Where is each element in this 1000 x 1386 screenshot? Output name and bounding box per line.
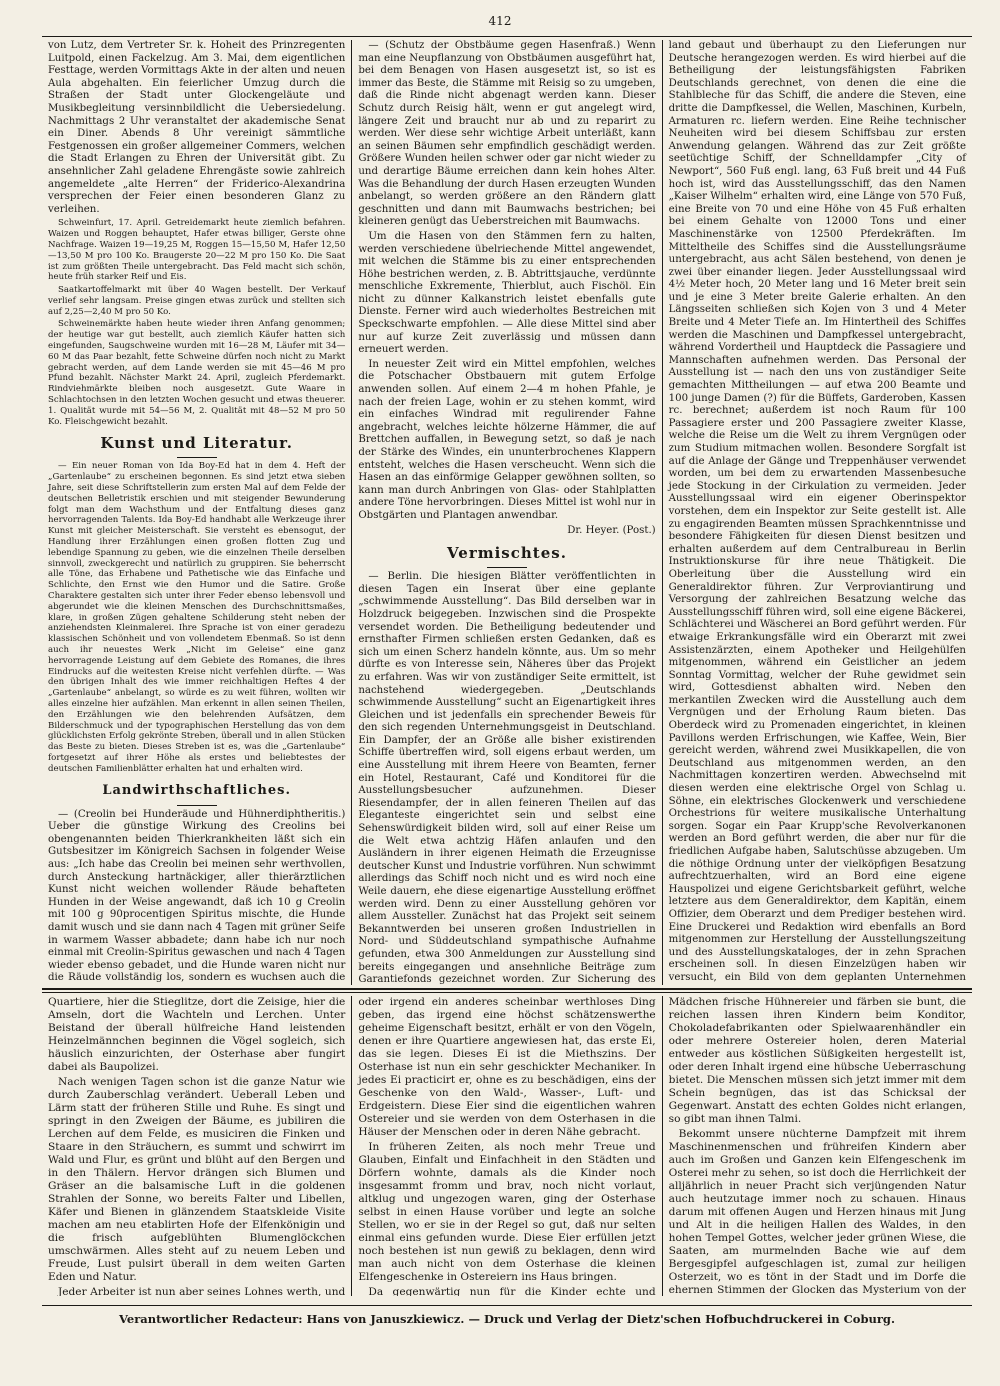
footer-divider bbox=[42, 1305, 972, 1306]
article-text: Um die Hasen von den Stämmen fern zu halten, werden verschiedene übelriechende Mittel angewendet, mit welchen die Stämme bis zu einer entsprechenden Höhe bestrichen werden, z. B. Abtrittsjauche, verdünnte menschliche Exkremente, Thierblut, auch Fischöl. Ein nicht zu dünner Kalkanstrich leistet ebenfalls gute Dienste. Ferner wird auch wiederholtes Bestreichen mit Speckschwarte empfohlen. — Alle diese Mittel sind aber nur auf kurze Zeit zuverlässig und müssen dann erneuert werden. bbox=[358, 230, 656, 356]
article-text: — Berlin. Die hiesigen Blätter veröffentlichten in diesen Tagen ein Inserat über eine geplante „schwimmende Ausstellung“. Das Bild derselben war in Holzdruck beigegeben. Inzwischen sind die Prospekte versendet worden. Die Betheiligung bedeutender und ernsthafter Firmen schließen ersten Gedanken, daß es sich um einen Scherz handeln könnte, aus. Um so mehr dürfte es von Interesse sein, Näheres über das Projekt zu erfahren. Was wir von zuständiger Seite ermittelt, ist nachstehend wiedergegeben. „Deutschlands schwimmende Ausstellung“ sucht an Eigenartigkeit ihres Gleichen und ist jedenfalls ein sprechender Beweis für den sich regenden Unternehmungsgeist in Deutschland. Ein Dampfer, der an Größe alle bisher existirenden Schiffe übertreffen wird, soll eigens erbaut werden, um eine Ausstellung mit ihrem Heere von Beamten, ferner ein Hotel, Restaurant, Café und Konditorei für die Ausstellungsbesucher aufzunehmen. Dieser Riesendampfer, der in allen feineren Theilen auf das Eleganteste eingerichtet sein und selbst eine Sehenswürdigkeit bilden wird, soll auf einer Reise um die Welt etwa achtzig Häfen anlaufen und den Ausländern in ihrer eigenen Heimath die Erzeugnisse deutscher Kunst und Industrie vorführen. Nun schwimmt allerdings das Schiff noch nicht und es wird noch eine Weile dauern, ehe diese eigenartige Ausstellung eröffnet werden wird. Denn zu einer Ausstellung gehören vor allem Aussteller. Zunächst hat das Projekt seit seinem Bekanntwerden bei unseren großen Industriellen in Nord- und Süddeutschland sympathische Aufnahme gefunden, etwa 300 Anmeldungen zur Ausstellung sind bereits eingegangen und ansehnliche Beiträge zum Garantiefonds gezeichnet worden. Zur Sicherung des bbox=[358, 571, 656, 985]
article-text: In neuester Zeit wird ein Mittel empfohlen, welches die Potschacher Obstbauern mit gutem Erfolge anwenden sollen. Auf einem 2—4 m hohen Pfahle, je nach der freien Lage, wohin er zu stehen kommt, wird ein einfaches Windrad mit regulirender Fahne angebracht, welches leichte hölzerne Hämmer, die auf Brettchen auffallen, in Bewegung setzt, so daß je nach der Stärke des Windes, ein ununterbrochenes Klappern entsteht, welches die Hasen verscheucht. Wenn sich die Hasen an das einförmige Gelapper gewöhnen sollten, so kann man durch Anbringen von Glas- oder Stahlplatten andere Töne hervorbringen. Dieses Mittel ist wohl nur in Obstgärten und Plantagen anwendbar. bbox=[358, 358, 656, 521]
divider bbox=[177, 805, 217, 806]
article-text: — Ein neuer Roman von Ida Boy-Ed hat in dem 4. Heft der „Gartenlaube“ zu erscheinen begonnen. Es sind jetzt etwa sieben Jahre, seit diese Schriftstellerin zum ersten Mal auf dem Felde der deutschen Belletristik erschien und mit steigender Bewunderung folgt man dem Wachsthum und der Entfaltung dieses ganz hervorragenden Talents. Ida Boy-Ed handhabt alle Werkzeuge ihrer Kunst mit gleicher Meisterschaft. Sie versteht es ebensogut, der Handlung ihrer Erzählungen einen großen flotten Zug und lebendige Spannung zu geben, wie die einzelnen Theile derselben sinnvoll, zweckgerecht und natürlich zu gruppiren. Sie beherrscht alle Töne, das Erhabene und Pathetische wie das Einfache und Schlichte, den Ernst wie den Humor und die Satire. Große Charaktere gestalten sich unter ihrer Feder ebenso lebensvoll und abgerundet wie die kleinen Menschen des Durchschnittsmaßes, klare, in großen Zügen gehaltene Schilderung steht neben der anziehendsten Kleinmalerei. Ihre Sprache ist von einer geradezu klassischen Schönheit und von vollendetem Ebenmaß. So ist denn auch ihr neuestes Werk „Nicht im Geleise“ eine ganz hervorragende Leistung auf dem Gebiete des Romanes, die ihres Eindrucks auf die weitesten Kreise nicht verfehlen dürfte. — Was den übrigen Inhalt des wie immer reichhaltigen Heftes 4 der „Gartenlaube“ anbelangt, so würde es zu weit führen, wollten wir alles einzelne hier aufzählen. Man erkennt in allen seinen Theilen, den Erzählungen wie den belehrenden Aufsätzen, dem Bilderschmuck und der typographischen Herstellung das von dem glücklichsten Erfolg gekrönte Streben, überall und in allen Stücken das Beste zu bieten. Dieses Streben ist es, was die „Gartenlaube“ fortgesetzt auf ihrer Höhe als erstes und beliebtestes der deutschen Familienblätter erhalten hat und erhalten wird. bbox=[48, 461, 346, 774]
page-number: 412 bbox=[488, 14, 512, 28]
market-report: Saatkartoffelmarkt mit über 40 Wagen bestellt. Der Verkauf verlief sehr langsam. Preise gingen etwas zurück und stellten sich auf 2,25—2,40 M pro 50 Ko. bbox=[48, 285, 346, 317]
divider bbox=[177, 457, 217, 458]
source-signature: Dr. Heyer. (Post.) bbox=[567, 524, 656, 536]
story-text: Jeder Arbeiter ist nun aber seines Lohnes werth, und bbox=[58, 1286, 346, 1296]
section-heading-art: Kunst und Literatur. bbox=[100, 434, 293, 453]
section-divider bbox=[42, 988, 972, 990]
story-text: Da gegenwärtig nun für die Kinder echte und bbox=[368, 1286, 656, 1296]
imprint-line: Verantwortlicher Redacteur: Hans von Januszkiewicz. — Druck und Verlag der Dietz'schen Hofbuchdruckerei in Coburg. bbox=[119, 1312, 895, 1326]
article-text: — (Schutz der Obstbäume gegen Hasenfraß.) Wenn man eine Neupflanzung von Obstbäumen ausgeführt hat, bei dem Benagen von Hasen ausgesetzt ist, so ist es immer das Beste, die Stämme mit Reisig so zu umgeben, daß die Rinde nicht abgenagt werden kann. Dieser Schutz durch Reisig hält, wenn er gut angelegt wird, längere Zeit und braucht nur ab und zu reparirt zu werden. Wer diese sehr wichtige Arbeit unterläßt, kann an seinen Bäumen sehr empfindlich geschädigt werden. Größere Wunden heilen schwer oder gar nicht wieder zu und derartige Bäume erreichen dann kein hohes Alter. Was die Behandlung der durch Hasen erzeugten Wunden anbelangt, so werden größere an den Rändern glatt geschnitten und dann mit Baumwachs bestrichen; bei kleineren genügt das Ueberstreichen mit Baumwachs. bbox=[358, 40, 656, 228]
upper-column-2 bbox=[352, 40, 662, 985]
story-text: Quartiere, hier die Stieglitze, dort die Zeisige, hier die Amseln, dort die Wachteln und Lerchen. Unter Beistand der überall hülfreiche Hand leistenden Heinzelmännchen beginnen die Vögel sogleich, sich häuslich einzurichten, der Osterhase aber fungirt dabei als Baupolizei. bbox=[48, 996, 346, 1073]
story-text: Bekommt unsere nüchterne Dampfzeit mit ihrem Maschinenmenschen und frühreifen Kindern aber auch im Großen und Ganzen kein Elfengeschenk im Osterei mehr zu sehen, so ist doch die Herrlichkeit der alljährlich in neuer Pracht sich verjüngenden Natur auch heutzutage immer noch zu schauen. Hinaus darum mit offenen Augen und Herzen hinaus mit Jung und Alt in die heiligen Hallen des Waldes, in den hohen Tempel Gottes, welcher jeder grünen Wiese, die Saaten, am murmelnden Bache wie auf dem Bergesgipfel aufgeschlagen ist, zumal zur heiligen Osterzeit, wo es tönt in der Stadt und im Dorfe die ehernen Stimmen der Glocken das Mysterium von der bbox=[668, 1128, 966, 1296]
lower-column-1 bbox=[42, 996, 352, 1296]
upper-column-1 bbox=[42, 40, 352, 985]
section-heading-miscellaneous: Vermischtes. bbox=[447, 544, 567, 563]
lower-section bbox=[42, 996, 972, 1296]
story-text: In früheren Zeiten, als noch mehr Treue und Glauben, Einfalt und Einfachheit in den Städten und Dörfern wohnte, damals als die Kinder noch insgesammt fromm und brav, noch nicht vorlaut, altklug und ungezogen waren, ging der Osterhase selbst in einen Hause vorüber und legte an solche Stellen, wo er sie in der Regel so gut, daß nur selten einmal eins gefunden wurde. Diese Eier erfüllen jetzt noch bestehen ist nun gewiß zu beklagen, denn wird man auch nicht von dem Osterhase die kleinen Elfengeschenke in Ostereiern ins Haus bringen. bbox=[358, 1141, 656, 1283]
article-text: — (Creolin bei Hunderäude und Hühnerdiphtheritis.) Ueber die günstige Wirkung des Creolins bei obengenannten beiden Thierkrankheiten läßt sich ein Gutsbesitzer im Königreich Sachsen in folgender Weise aus: „Ich habe das Creolin bei meinen sehr werthvollen, durch Ansteckung hartnäckiger, aller thierärztlichen Kunst nicht weichen wollender Räude behafteten Hunden in der Weise angewandt, daß ich 10 g Creolin mit 100 g 90procentigen Spiritus mischte, die Hunde damit wusch und sie dann nach 4 Tagen mit grüner Seife in warmem Wasser abbadete; dann habe ich nur noch einmal mit Creolin-Spiritus gewaschen und nach 4 Tagen wieder ebenso gebadet, und die Hunde waren nicht nur die Räude vollständig los, sondern es wuchsen auch die bbox=[48, 808, 346, 984]
article-text: von Lutz, dem Vertreter Sr. k. Hoheit des Prinzregenten Luitpold, einen Fackelzug. Am 3. Mai, dem eigentlichen Festtage, werden Vormittags Akte in der alten und neuen Aula abgehalten. Ein feierlicher Umzug durch die Straßen der Stadt unter Glockengeläute und Musikbegleitung versinnbildlicht die Uebersiedelung. Nachmittags 2 Uhr veranstaltet der akademische Senat ein Diner. Abends 8 Uhr vereinigt sämmtliche Festgenossen ein großer allgemeiner Commers, welchen die Stadt Erlangen zu Ehren der Universität gibt. Zu ansehnlicher Zahl geladene Ehrengäste sowie zahlreich angemeldete „alte Herren“ der Friderico-Alexandrina versprechen der Feier einen besonderen Glanz zu verleihen. bbox=[48, 40, 346, 215]
market-report: Schweinemärkte haben heute wieder ihren Anfang genommen; der heutige war gut bestellt, auch ziemlich Käufer hatten sich eingefunden, Saugschweine wurden mit 16—28 M, Läufer mit 34—60 M das Paar bezahlt, fette Schweine dürfen noch nicht zu Markt gebracht werden, auf dem Lande werden sie mit 45—46 M pro Pfund bezahlt. Nächster Markt 24. April, zugleich Pferdemarkt. Rindviehmärkte bleiben noch ausgesetzt. Gute Waare in Schlachtochsen in den letzten Wochen gesucht und etwas theuerer. 1. Qualität wurde mit 54—56 M, 2. Qualität mit 48—52 M pro 50 Ko. Fleischgewicht bezahlt. bbox=[48, 319, 346, 427]
lower-column-2 bbox=[352, 996, 662, 1296]
story-text: Mädchen frische Hühnereier und färben sie bunt, die reichen lassen ihren Kindern beim Konditor, Chokoladefabrikanten oder Spielwaarenhändler ein oder mehrere Ostereier holen, deren Material entweder aus köstlichen Süßigkeiten hergestellt ist, oder deren Inhalt irgend eine hübsche Ueberraschung bietet. Die Menschen müssen sich jetzt immer mit dem Schein begnügen, das ist das Schicksal der Gegenwart. Anstatt des echten Goldes nicht erlangen, so gibt man ihnen Talmi. bbox=[668, 996, 966, 1125]
section-heading-agriculture: Landwirthschaftliches. bbox=[102, 782, 291, 798]
upper-column-3 bbox=[663, 40, 972, 985]
section-divider bbox=[42, 992, 972, 993]
top-rule bbox=[42, 36, 972, 37]
lower-column-3 bbox=[663, 996, 972, 1296]
market-report: Schweinfurt, 17. April. Getreidemarkt heute ziemlich befahren. Waizen und Roggen behauptet, Hafer etwas billiger, Gerste ohne Nachfrage. Waizen 19—19,25 M, Roggen 15—15,50 M, Hafer 12,50—13,50 M pro 100 Ko. Braugerste 20—22 M pro 150 Ko. Die Saat ist zum größten Theile untergebracht. Das Feld macht sich schön, heute früh starker Reif und Eis. bbox=[48, 218, 346, 283]
story-text: oder irgend ein anderes scheinbar werthloses Ding geben, das irgend eine höchst schätzenswerthe geheime Eigenschaft besitzt, erhält er von den Vögeln, denen er ihre Quartiere angewiesen hat, das erste Ei, das sie legen. Dieses Ei ist die Miethszins. Der Osterhase ist nun ein sehr geschickter Mechaniker. In jedes Ei practicirt er, ohne es zu beschädigen, eins der Geschenke von den Wald-, Wasser-, Luft- und Erdgeistern. Diese Eier sind die eigentlichen wahren Ostereier und sie werden von dem Osterhasen in die Häuser der Menschen oder in deren Nähe gebracht. bbox=[358, 996, 656, 1138]
article-text: land gebaut und überhaupt zu den Lieferungen nur Deutsche herangezogen werden. Es wird hierbei auf die Betheiligung der leistungsfähigsten Fabriken Deutschlands gerechnet, von denen die eine die Stahlbleche für das Schiff, die andere die Steven, eine dritte die Dampfkessel, die Wellen, Maschinen, Kurbeln, Armaturen rc. liefern werden. Eine Reihe technischer Neuheiten wird bei diesem Schiffsbau zur ersten Anwendung gelangen. Während das zur Zeit größte seetüchtige Schiff, der Schnelldampfer „City of Newport“, 560 Fuß engl. lang, 63 Fuß breit und 44 Fuß hoch ist, wird das Ausstellungsschiff, das den Namen „Kaiser Wilhelm“ erhalten wird, eine Länge von 570 Fuß, eine Breite von 70 und eine Höhe von 45 Fuß erhalten bei einem Gehalte von 12000 Tons und einer Maschinenstärke von 12500 Pferdekräften. Im Mitteltheile des Schiffes sind die Ausstellungsräume untergebracht, aus acht Sälen bestehend, von denen je zwei über einander liegen. Jeder Ausstellungssaal wird 4½ Meter hoch, 20 Meter lang und 16 Meter breit sein und je eine 3 Meter breite Galerie erhalten. An den Längsseiten schließen sich Kojen von 3 und 4 Meter Breite und 4 Meter Tiefe an. Im Hintertheil des Schiffes werden die Maschinen und Dampfkessel untergebracht, während Vordertheil und Hauptdeck die Passagiere und Mannschaften aufnehmen werden. Das Personal der Ausstellung ist — nach den uns von zuständiger Seite gemachten Mittheilungen — auf etwa 200 Beamte und 100 junge Damen (?) für die Büffets, Garderoben, Kassen rc. berechnet; außerdem ist noch Raum für 100 Passagiere erster und 200 Passagiere zweiter Klasse, welche die Reise um die Welt zu ihrem Vergnügen oder zum Studium mitmachen wollen. Besondere Sorgfalt ist auf die Anlage der Gänge und Treppenhäuser verwendet worden, um bei dem zu erwartenden Massenbesuche jede Stockung in der Cirkulation zu vermeiden. Jeder Ausstellungssaal wird ein eigener Oberinspektor vorstehen, dem ein Inspektor zur Seite gestellt ist. Alle zu engagirenden Beamten müssen Sprachkenntnisse und besondere Fähigkeiten für diesen Dienst besitzen und erhalten außerdem auf dem Centralbureau in Berlin Instruktionskurse für ihre neue Thätigkeit. Die Oberleitung über die Ausstellung wird ein Generaldirektor führen. Zur Verproviantirung und Versorgung der zahlreichen Besatzung welche das Ausstellungsschiff führen wird, soll eine eigene Bäckerei, Schlächterei und Wäscherei an Bord geführt werden. Für etwaige Erkrankungsfälle wird ein Oberarzt mit zwei Assistenzärzten, einem Apotheker und Heilgehülfen mitgenommen, während ein Geistlicher an jedem Sonntag Vormittag, welcher der Ruhe gewidmet sein wird, Gottesdienst abhalten wird. Neben den merkantilen Zwecken wird die Ausstellung auch dem Vergnügen und der Erholung Raum bieten. Das Oberdeck wird zu Promenaden eingerichtet, in kleinen Pavillons werden Erfrischungen, wie Kaffee, Wein, Bier gereicht werden, während zwei Musikkapellen, die von Deutschland aus mitgenommen werden, an den Nachmittagen konzertiren werden. Abwechselnd mit diesen werden eine elektrische Orgel von Schlag u. Söhne, ein elektrisches Glockenwerk und verschiedene Orchestrions für weitere musikalische Unterhaltung sorgen. Sogar ein Paar Krupp'sche Revolverkanonen werden an Bord geführt werden, die aber nur für die friedlichen Aufgabe haben, Salutschüsse abzugeben. Um die nöthige Ordnung unter der vielköpfigen Besatzung aufrechtzuerhalten, wird an Bord eine eigene Hauspolizei und eigene Gerichtsbarkeit geführt, welche letztere aus dem Generaldirektor, dem Kapitän, einem Offizier, dem Oberarzt und dem Prediger bestehen wird. Eine Druckerei und Redaktion wird ebenfalls an Bord mitgenommen zur Herstellung der Ausstellungszeitung und des Ausstellungskataloges, der in zehn Sprachen erscheinen soll. In diesen Einzelzügen haben wir versucht, ein Bild von dem geplanten Unternehmen bbox=[668, 40, 966, 983]
story-text: Nach wenigen Tagen schon ist die ganze Natur wie durch Zauberschlag verändert. Ueberall Leben und Lärm statt der früheren Stille und Ruhe. Es singt und springt in den Zweigen der Bäume, es jubiliren die Lerchen auf dem Felde, es musiciren die Finken und Staare in den Sträuchern, es summt und schwirrt im Wald und Flur, es grünt und blüht auf den Bergen und in den Thälern. Hervor drängen sich Blumen und Gräser an die balsamische Luft in die goldenen Strahlen der Sonne, wo bereits Falter und Libellen, Käfer und Bienen in glänzendem Staatskleide Visite machen am neu etablirten Hofe der Elfenkönigin und die frisch aufgeblühten Blumenglöckchen umschwärmen. Alles steht auf zu neuem Leben und Freude, Lust pulsirt überall in dem weiten Garten Eden und Natur. bbox=[48, 1076, 346, 1283]
upper-section bbox=[42, 40, 972, 985]
divider bbox=[487, 567, 527, 568]
